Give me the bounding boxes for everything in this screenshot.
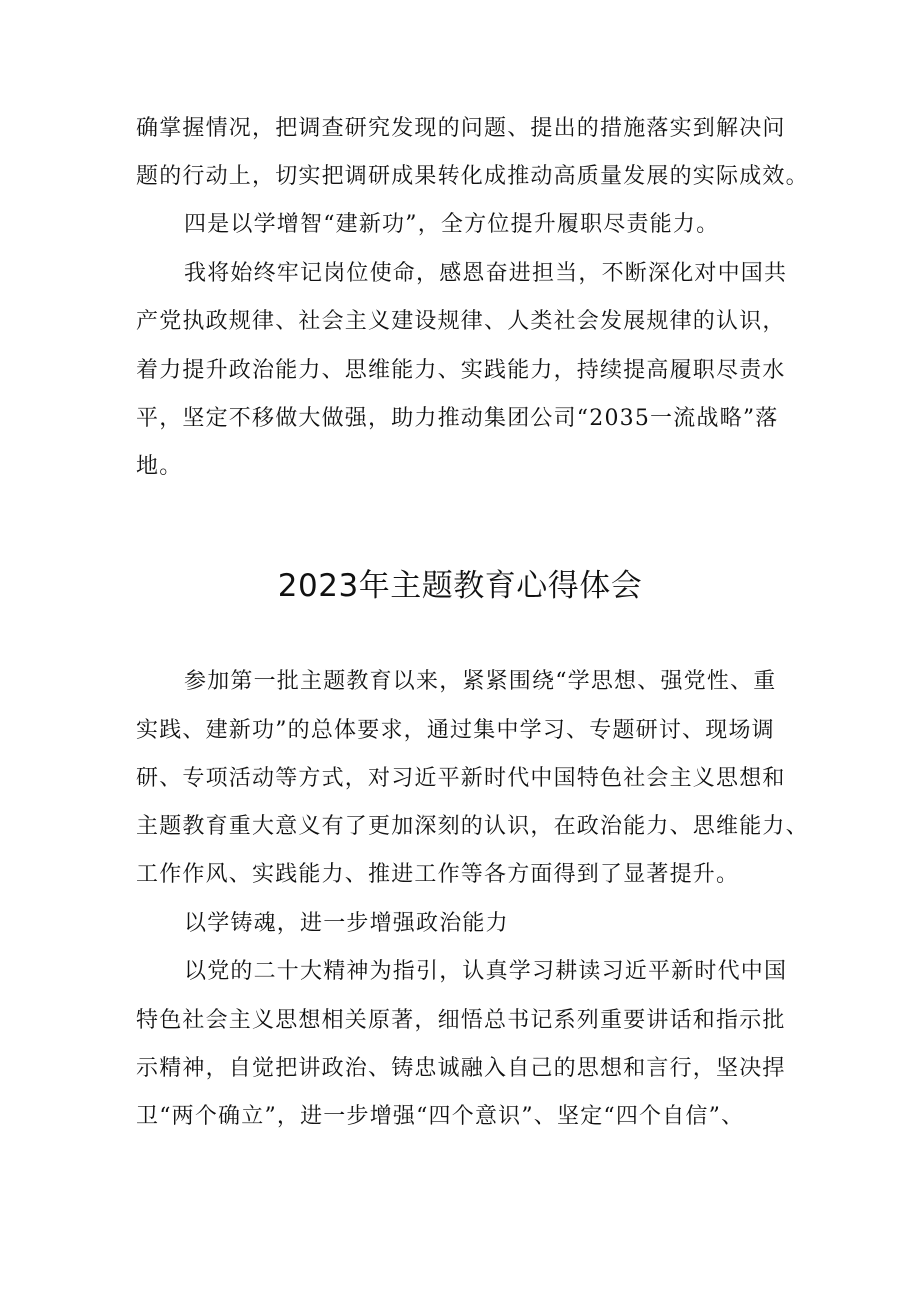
body-text-line: 地。 bbox=[136, 454, 183, 479]
body-text-line: 题的行动上，切实把调研成果转化成推动高质量发展的实际成效。 bbox=[136, 164, 809, 189]
body-text-line: 主题教育重大意义有了更加深刻的认识，在政治能力、思维能力、 bbox=[136, 814, 809, 839]
body-text-line: 我将始终牢记岗位使命，感恩奋进担当，不断深化对中国共 bbox=[184, 261, 788, 286]
body-text-line: 特色社会主义思想相关原著，细悟总书记系列重要讲话和指示批 bbox=[136, 1008, 786, 1033]
body-text-line: 着力提升政治能力、思维能力、实践能力，持续提高履职尽责水 bbox=[136, 358, 786, 383]
body-text-line: 研、专项活动等方式，对习近平新时代中国特色社会主义思想和 bbox=[136, 766, 786, 791]
body-text-line: 工作作风、实践能力、推进工作等各方面得到了显著提升。 bbox=[136, 862, 740, 887]
body-text-line: 示精神，自觉把讲政治、铸忠诚融入自己的思想和言行，坚决捍 bbox=[136, 1056, 786, 1081]
body-text-line: 实践、建新功”的总体要求，通过集中学习、专题研讨、现场调 bbox=[136, 718, 775, 743]
body-text-line: 卫“两个确立”，进一步增强“四个意识”、坚定“四个自信”、 bbox=[136, 1104, 745, 1129]
section-heading: 四是以学增智“建新功”，全方位提升履职尽责能力。 bbox=[184, 212, 720, 237]
body-text-line: 以党的二十大精神为指引，认真学习耕读习近平新时代中国 bbox=[184, 959, 788, 984]
body-text-line: 平，坚定不移做大做强，助力推动集团公司“2035一流战略”落 bbox=[136, 406, 779, 431]
document-title: 2023年主题教育心得体会 bbox=[277, 568, 643, 604]
body-text-line: 产党执政规律、社会主义建设规律、人类社会发展规律的认识， bbox=[136, 309, 786, 334]
section-heading: 以学铸魂，进一步增强政治能力 bbox=[184, 911, 509, 936]
body-text-line: 参加第一批主题教育以来，紧紧围绕“学思想、强党性、重 bbox=[184, 669, 777, 694]
body-text-line: 确掌握情况，把调查研究发现的问题、提出的措施落实到解决问 bbox=[136, 116, 786, 141]
